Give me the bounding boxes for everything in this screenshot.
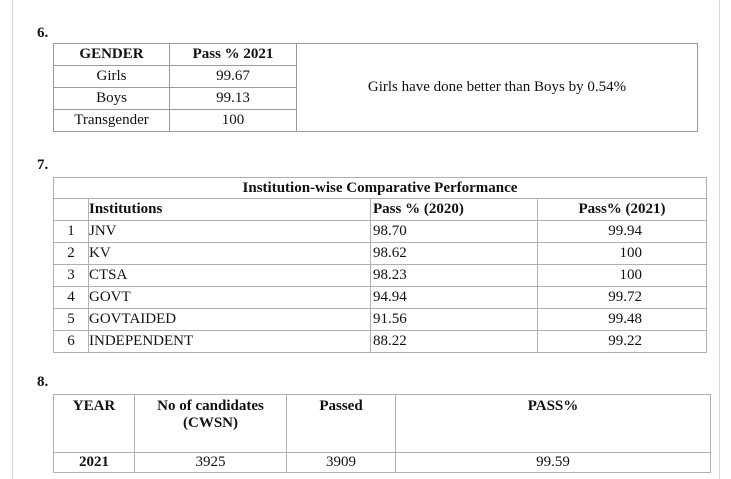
header-year: YEAR — [54, 395, 135, 453]
section-8-number: 8. — [37, 374, 49, 390]
section-7-number: 7. — [37, 157, 49, 173]
table-row — [54, 453, 711, 473]
section-6-number: 6. — [37, 25, 49, 41]
institution-name: CTSA — [89, 265, 371, 287]
candidates-cell: 3925 — [135, 453, 287, 473]
row-index: 2 — [54, 243, 89, 265]
pass-cell: 100 — [170, 110, 297, 132]
pass-2020: 98.62 — [371, 243, 538, 265]
pass-2021: 99.94 — [538, 221, 707, 243]
pass-2020: 98.23 — [371, 265, 538, 287]
passed-cell: 3909 — [287, 453, 396, 473]
year-cell: 2021 — [54, 453, 135, 473]
table-row — [54, 265, 707, 287]
pass-cell: 99.13 — [170, 88, 297, 110]
pass-2021: 100 — [538, 243, 707, 265]
cwsn-table — [53, 394, 711, 473]
header-pass-percent: PASS% — [396, 395, 711, 453]
row-index: 4 — [54, 287, 89, 309]
table-title: Institution-wise Comparative Performance — [54, 178, 707, 199]
pass-cell: 99.67 — [170, 66, 297, 88]
row-index: 6 — [54, 331, 89, 353]
institution-performance-table — [53, 177, 707, 353]
pass-2020: 98.70 — [371, 221, 538, 243]
header-pass-2021: Pass % 2021 — [170, 44, 297, 66]
pass-2020: 94.94 — [371, 287, 538, 309]
gender-note: Girls have done better than Boys by 0.54% — [297, 44, 698, 132]
table-row — [54, 331, 707, 353]
pass-2021: 99.72 — [538, 287, 707, 309]
institution-name: JNV — [89, 221, 371, 243]
institution-name: INDEPENDENT — [89, 331, 371, 353]
row-index: 1 — [54, 221, 89, 243]
row-index: 3 — [54, 265, 89, 287]
pass-2021: 99.22 — [538, 331, 707, 353]
institution-name: GOVTAIDED — [89, 309, 371, 331]
pass-percent-cell: 99.59 — [396, 453, 711, 473]
header-institutions: Institutions — [89, 199, 371, 221]
gender-pass-table — [53, 43, 698, 132]
header-pass-2020: Pass % (2020) — [371, 199, 538, 221]
table-row — [54, 287, 707, 309]
header-gender: GENDER — [54, 44, 170, 66]
gender-cell: Girls — [54, 66, 170, 88]
header-candidates: No of candidates (CWSN) — [135, 395, 287, 453]
row-index: 5 — [54, 309, 89, 331]
institution-name: GOVT — [89, 287, 371, 309]
pass-2020: 91.56 — [371, 309, 538, 331]
pass-2020: 88.22 — [371, 331, 538, 353]
gender-cell: Transgender — [54, 110, 170, 132]
header-pass-2021: Pass% (2021) — [538, 199, 707, 221]
table-row — [54, 309, 707, 331]
index-header — [54, 199, 89, 221]
institution-name: KV — [89, 243, 371, 265]
pass-2021: 99.48 — [538, 309, 707, 331]
header-passed: Passed — [287, 395, 396, 453]
table-row — [54, 221, 707, 243]
gender-cell: Boys — [54, 88, 170, 110]
pass-2021: 100 — [538, 265, 707, 287]
table-row — [54, 243, 707, 265]
